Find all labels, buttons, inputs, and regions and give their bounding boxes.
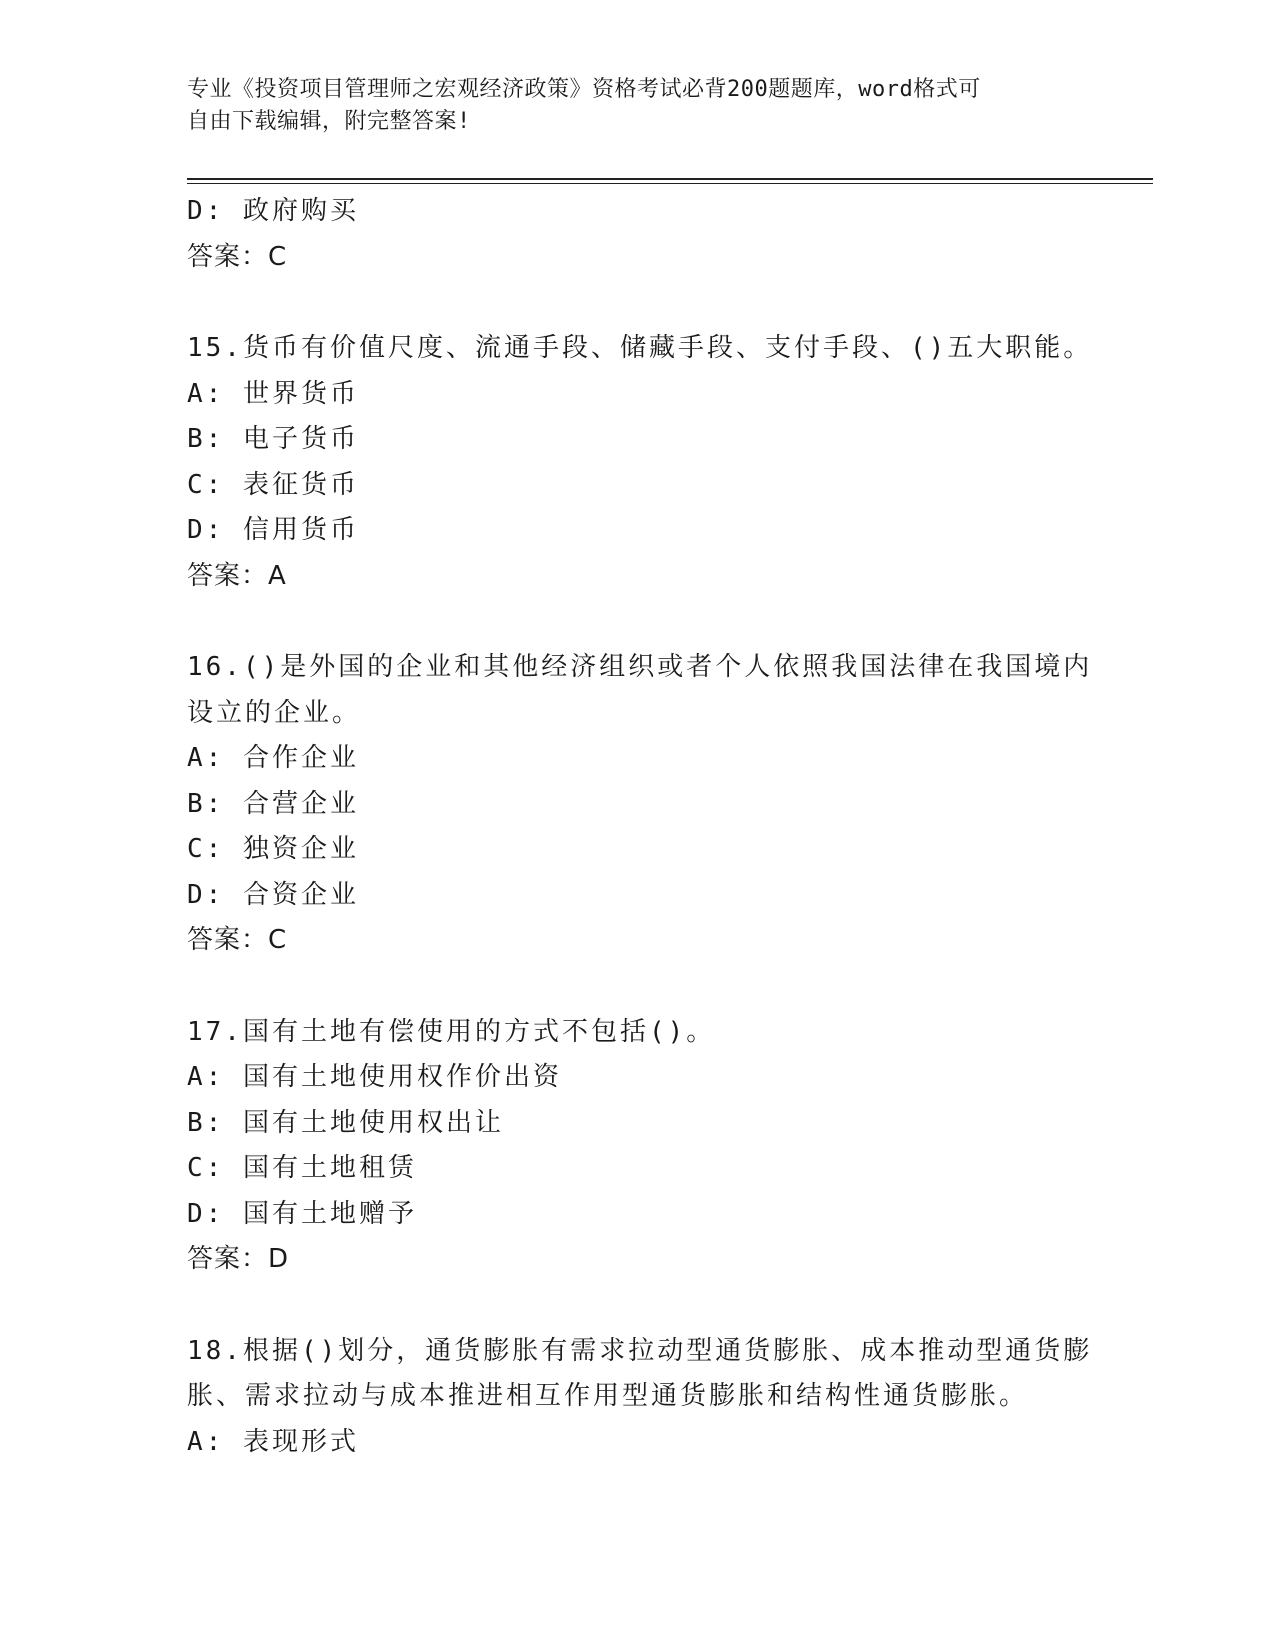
page-header [187, 74, 1067, 138]
option-c: C: 表征货币 [187, 469, 359, 500]
question-15 [187, 326, 1093, 599]
question-stem: 15.货币有价值尺度、流通手段、储藏手段、支付手段、()五大职能。 [187, 333, 1093, 363]
spacer [187, 280, 1087, 326]
header-line-2: 自由下载编辑，附完整答案! [187, 109, 471, 134]
spacer [187, 1283, 1087, 1329]
spacer [187, 964, 1087, 1010]
option-b: B: 电子货币 [187, 424, 359, 454]
option-a: A: 表现形式 [187, 1426, 359, 1457]
question-stem-line-2: 设立的企业。 [187, 697, 362, 728]
option-a: A: 合作企业 [187, 743, 359, 773]
question-stem-line-1: 16.()是外国的企业和其他经济组织或者个人依照我国法律在我国境内 [187, 652, 1093, 682]
header-rule-thin [187, 183, 1153, 184]
option-a: A: 国有土地使用权作价出资 [187, 1062, 562, 1092]
question-17 [187, 1010, 1087, 1283]
question-18 [187, 1329, 1093, 1466]
option-c: C: 独资企业 [187, 834, 359, 864]
answer-line: 答案：D [187, 1244, 290, 1274]
question-stem: 17.国有土地有偿使用的方式不包括()。 [187, 1016, 716, 1047]
option-b: B: 合营企业 [187, 788, 359, 819]
option-c: C: 国有土地租赁 [187, 1153, 417, 1183]
header-rule-thick [187, 178, 1153, 180]
answer-line: 答案：C [187, 925, 288, 955]
question-16 [187, 645, 1093, 964]
option-d: D: 合资企业 [187, 879, 359, 910]
option-d: D: 国有土地赠予 [187, 1198, 417, 1229]
option-d: D: 信用货币 [187, 515, 359, 545]
question-stem-line-2: 胀、需求拉动与成本推进相互作用型通货膨胀和结构性通货膨胀。 [187, 1381, 1029, 1411]
question-stem-line-1: 18.根据()划分，通货膨胀有需求拉动型通货膨胀、成本推动型通货膨 [187, 1335, 1093, 1366]
answer-line: 答案：C [187, 241, 288, 272]
option-d: D: 政府购买 [187, 196, 359, 226]
spacer [187, 599, 1087, 645]
header-line-1: 专业《投资项目管理师之宏观经济政策》资格考试必背200题题库，word格式可 [187, 77, 981, 102]
answer-line: 答案：A [187, 560, 287, 591]
option-a: A: 世界货币 [187, 378, 359, 409]
question-content [187, 189, 1093, 1465]
option-b: B: 国有土地使用权出让 [187, 1107, 504, 1138]
